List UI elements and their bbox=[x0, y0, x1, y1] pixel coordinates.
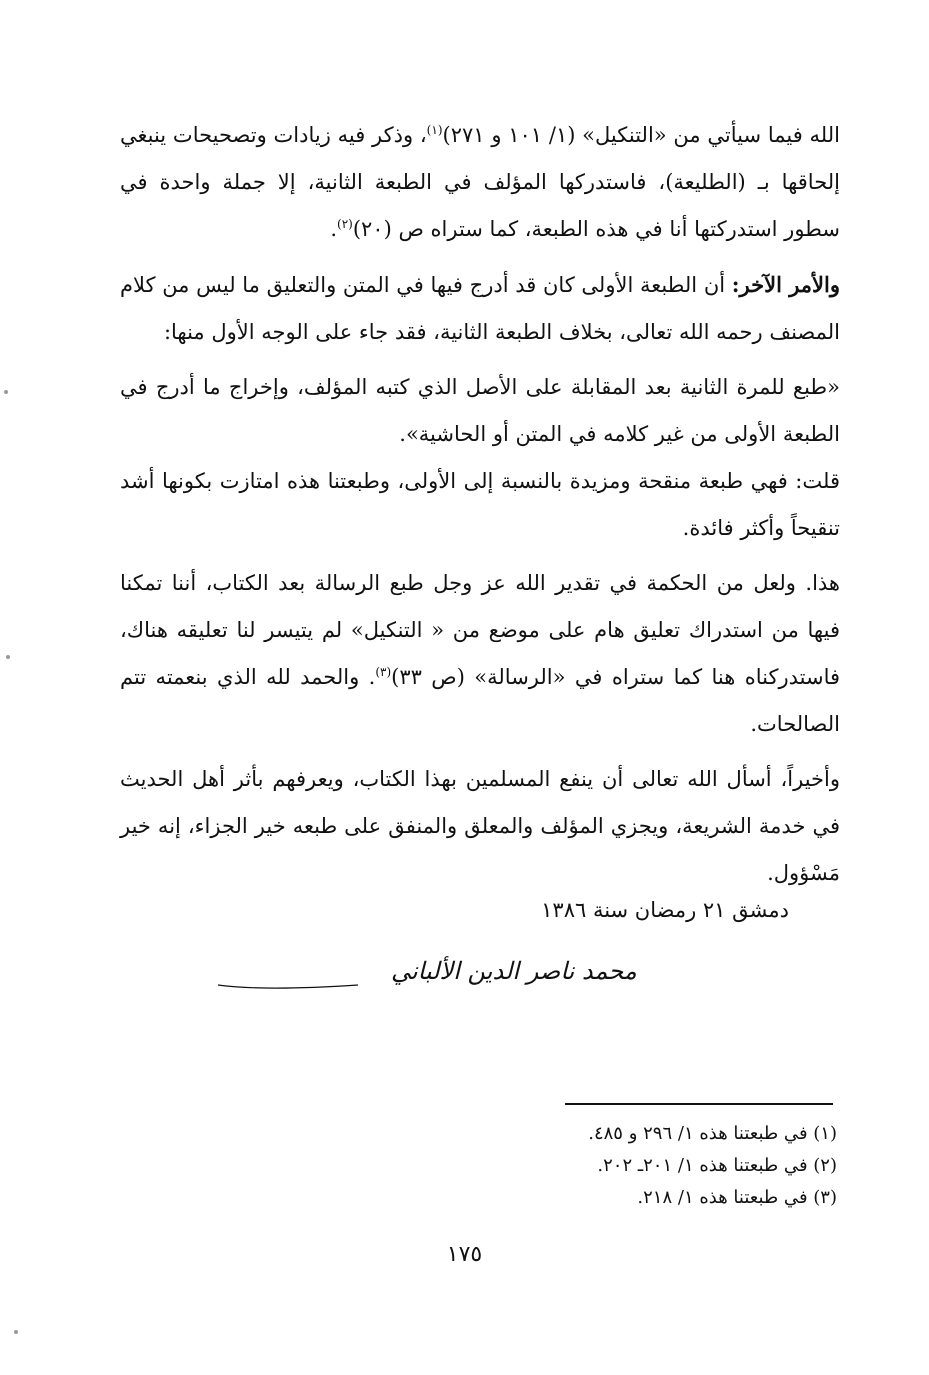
signature-text: محمد ناصر الدين الألباني bbox=[391, 957, 637, 985]
paragraph-text: الله فيما سيأتي من «التنكيل» (١/ ١٠١ و ٢٧١) bbox=[442, 123, 840, 147]
paragraph bbox=[120, 756, 840, 897]
paragraph bbox=[120, 458, 840, 552]
paragraph-text: «طبع للمرة الثانية بعد المقابلة على الأصل الذي كتبه المؤلف، وإخراج ما أدرج في الطبعة الأولى من غير كلامه في المتن أو الحاشية». bbox=[120, 375, 840, 446]
scan-mark bbox=[4, 390, 8, 394]
footnote-marker: (٢) bbox=[337, 217, 353, 231]
main-text bbox=[120, 112, 840, 905]
footnote-3: (٣) في طبعتنا هذه ١/ ٢١٨. bbox=[637, 1187, 837, 1208]
paragraph-text: أن الطبعة الأولى كان قد أدرج فيها في المتن والتعليق ما ليس من كلام المصنف رحمه الله تعالى، بخلاف الطبعة الثانية، فقد جاء على الوجه الأول منها: bbox=[119, 273, 840, 344]
footnote-marker: (١) bbox=[426, 123, 443, 137]
scan-mark bbox=[14, 1330, 18, 1334]
paragraph bbox=[120, 261, 840, 356]
page-number: ١٧٥ bbox=[446, 1242, 483, 1267]
paragraph bbox=[120, 560, 840, 748]
paragraph bbox=[120, 364, 840, 458]
paragraph-text: ، وذكر فيه زيادات وتصحيحات ينبغي إلحاقها بـ (الطليعة)، فاستدركها المؤلف في الطبعة الثانية، إلا جملة واحدة في سطور استدركتها أنا في هذه الطبعة، كما ستراه ص (٢٠) bbox=[120, 123, 840, 241]
footnote-divider bbox=[565, 1103, 833, 1105]
closing-block bbox=[541, 888, 789, 932]
paragraph-lead: والأمر الآخر: bbox=[731, 272, 840, 297]
footnotes bbox=[477, 1118, 837, 1214]
date-line: دمشق ٢١ رمضان سنة ١٣٨٦ bbox=[541, 898, 789, 922]
paragraph bbox=[120, 112, 840, 253]
paragraph-text: هذا. ولعل من الحكمة في تقدير الله عز وجل طبع الرسالة بعد الكتاب، أننا تمكنا فيها من استدراك تعليق هام على موضع من « التنكيل» لم يتيسر لنا تعليقه هناك، فاستدركناه هنا كما ستراه في «الرسالة» (ص ٣٣) bbox=[120, 571, 841, 689]
paragraph-text: . والحمد لله الذي بنعمته تتم الصالحات. bbox=[120, 665, 840, 736]
paragraph-text: وأخيراً، أسأل الله تعالى أن ينفع المسلمين بهذا الكتاب، ويعرفهم بأثر أهل الحديث في خدمة الشريعة، ويجزي المؤلف والمعلق والمنفق على طبعه خير الجزاء، إنه خير مَسْؤول. bbox=[120, 767, 840, 885]
footnote-2: (٢) في طبعتنا هذه ١/ ٢٠١ـ ٢٠٢. bbox=[597, 1155, 837, 1176]
footnote-marker: (٣) bbox=[375, 665, 392, 679]
footnote-1: (١) في طبعتنا هذه ١/ ٢٩٦ و ٤٨٥. bbox=[588, 1123, 837, 1144]
scan-mark bbox=[6, 655, 10, 659]
signature-image bbox=[208, 945, 637, 993]
paragraph-text: . bbox=[330, 217, 337, 241]
paragraph-text: قلت: فهي طبعة منقحة ومزيدة بالنسبة إلى الأولى، وطبعتنا هذه امتازت بكونها أشد تنقيحاً وأكثر فائدة. bbox=[120, 469, 840, 540]
